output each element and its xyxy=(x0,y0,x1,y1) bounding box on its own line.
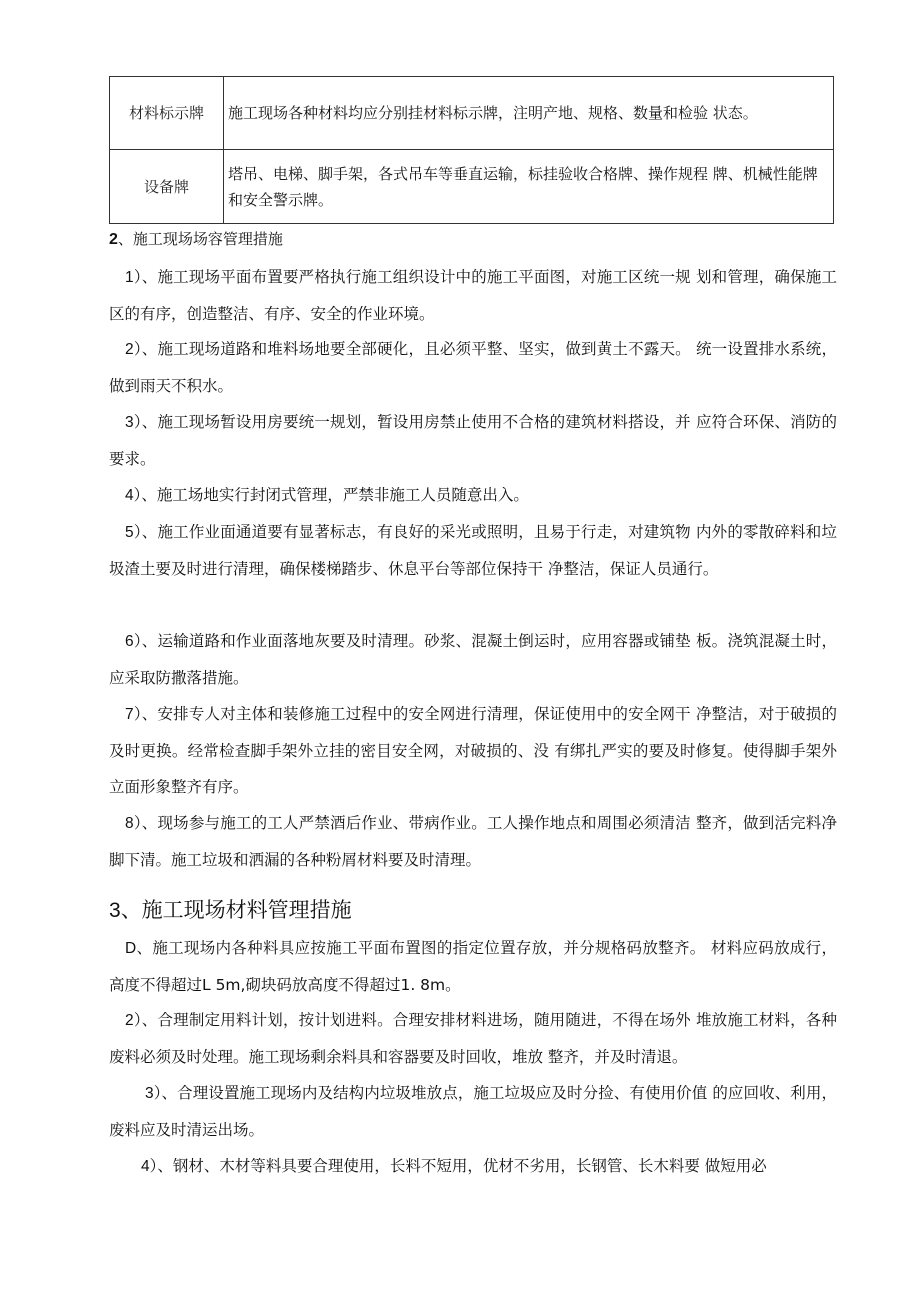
item-text: ）、安排专人对主体和装修施工过程中的安全网进行清理，保证使用中的安全网干 净整洁，对于破损的及时更换。经常检查脚手架外立挂的密目安全网，对破损的、没 有绑扎严实的要及时修复。使得脚手架外立面形象整齐有序。 xyxy=(109,705,837,796)
item-text: ）、钢材、木材等料具要合理使用，长料不短用，优材不劣用，长钢管、长木料要 做短用必 xyxy=(149,1157,767,1175)
item-number: 6 xyxy=(125,633,134,650)
paragraph-item xyxy=(109,514,837,587)
item-text: 、施工现场内各种料具应按施工平面布置图的指定位置存放，并分规格码放整齐。 材料应码放成行，高度不得超过L 5m,砌块码放高度不得超过1. 8m。 xyxy=(109,939,837,994)
item-number: 3 xyxy=(145,1085,154,1102)
item-number: 2 xyxy=(125,341,134,358)
section-title: 、施工现场材料管理措施 xyxy=(120,898,352,922)
paragraph-item xyxy=(109,930,837,1003)
paragraph-item xyxy=(109,331,837,404)
item-number: 8 xyxy=(125,815,134,832)
paragraph-item xyxy=(109,696,837,805)
item-number: 7 xyxy=(125,706,134,723)
table-row xyxy=(110,150,834,224)
paragraph-item xyxy=(109,623,837,696)
section-3-heading xyxy=(109,895,352,926)
item-text: ）、施工场地实行封闭式管理，严禁非施工人员随意出入。 xyxy=(133,486,529,504)
section-number: 3 xyxy=(109,899,121,922)
sign-name-cell: 设备牌 xyxy=(110,150,224,224)
item-number: 5 xyxy=(125,524,134,541)
item-number: D xyxy=(125,940,137,957)
section-title: 、施工现场场容管理措施 xyxy=(117,230,283,248)
item-text: ）、合理制定用料计划，按计划进料。合理安排材料进场，随用随进，不得在场外 堆放施工材料，各种废料必须及时处理。施工现场剩余料具和容器要及时回收，堆放 整齐，并及时清退。 xyxy=(109,1011,837,1066)
item-number: 1 xyxy=(125,269,134,286)
item-number: 4 xyxy=(141,1158,150,1175)
paragraph-item xyxy=(109,1075,837,1148)
item-text: ）、运输道路和作业面落地灰要及时清理。砂浆、混凝土倒运时，应用容器或铺垫 板。浇筑混凝土时，应采取防撒落措施。 xyxy=(109,632,837,687)
section-number: 2 xyxy=(109,231,118,248)
item-text: ）、施工现场暂设用房要统一规划，暂设用房禁止使用不合格的建筑材料搭设，并 应符合环保、消防的要求。 xyxy=(109,413,837,468)
item-text: ）、合理设置施工现场内及结构内垃圾堆放点，施工垃圾应及时分捡、有使用价值 的应回收、利用，废料应及时清运出场。 xyxy=(109,1084,837,1139)
item-text: ）、施工现场道路和堆料场地要全部硬化，且必须平整、坚实，做到黄土不露天。 统一设置排水系统，做到雨天不积水。 xyxy=(109,340,837,395)
paragraph-item xyxy=(109,1148,837,1185)
item-number: 3 xyxy=(125,414,134,431)
sign-name-cell: 材料标示牌 xyxy=(110,77,224,150)
section-2-heading xyxy=(109,228,283,251)
paragraph-item xyxy=(109,1002,837,1075)
item-text: ）、施工作业面通道要有显著标志，有良好的采光或照明，且易于行走，对建筑物 内外的零散碎料和垃圾渣土要及时进行清理，确保楼梯踏步、休息平台等部位保持干 净整洁，保证人员通行。 xyxy=(109,523,837,578)
item-number: 4 xyxy=(125,487,134,504)
signage-table xyxy=(109,76,834,224)
table-row xyxy=(110,77,834,150)
item-text: ）、施工现场平面布置要严格执行施工组织设计中的施工平面图，对施工区统一规 划和管理，确保施工区的有序，创造整洁、有序、安全的作业环境。 xyxy=(109,268,837,323)
paragraph-item xyxy=(109,477,837,514)
sign-desc-cell: 施工现场各种材料均应分别挂材料标示牌，注明产地、规格、数量和检验 状态。 xyxy=(224,77,834,150)
item-number: 2 xyxy=(125,1012,134,1029)
item-text: ）、现场参与施工的工人严禁酒后作业、带病作业。工人操作地点和周围必须清洁 整齐，做到活完料净脚下清。施工垃圾和洒漏的各种粉屑材料要及时清理。 xyxy=(109,814,837,869)
paragraph-item xyxy=(109,404,837,477)
paragraph-item xyxy=(109,805,837,878)
paragraph-item xyxy=(109,259,837,332)
sign-desc-cell: 塔吊、电梯、脚手架，各式吊车等垂直运输，标挂验收合格牌、操作规程 牌、机械性能牌和安全警示牌。 xyxy=(224,150,834,224)
